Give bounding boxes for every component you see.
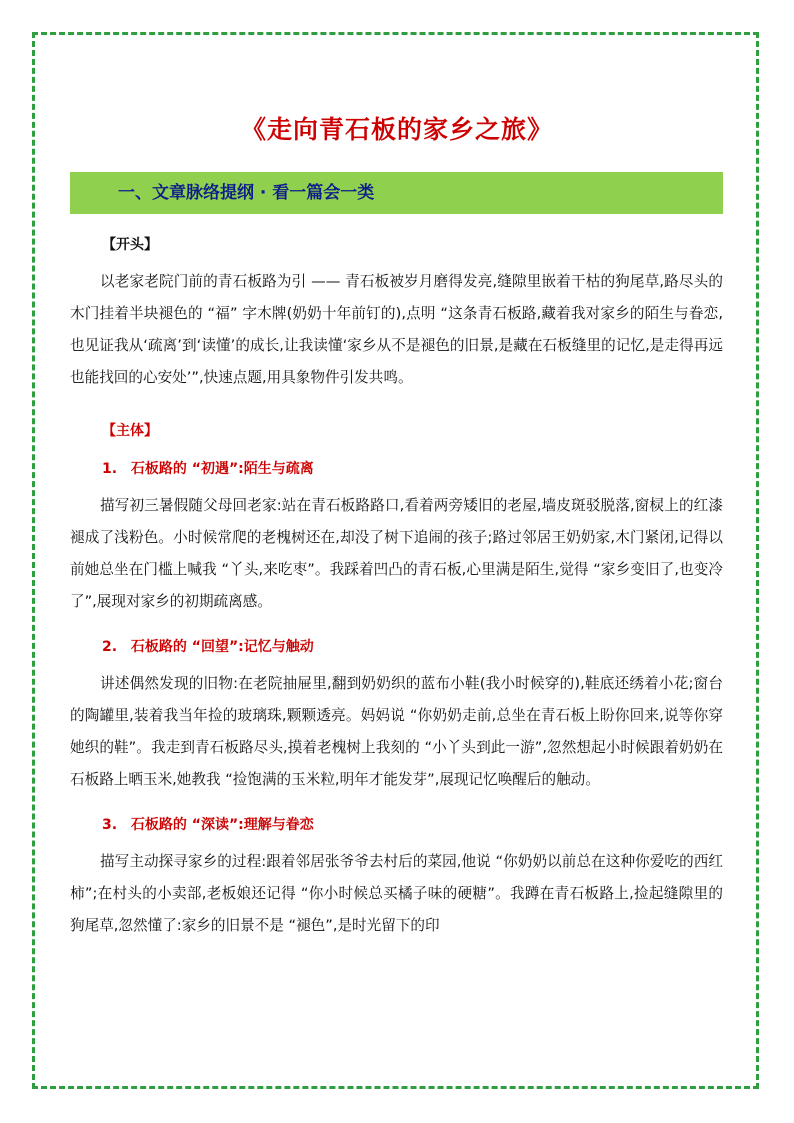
section-paragraph-1: 描写初三暑假随父母回老家:站在青石板路路口,看着两旁矮旧的老屋,墙皮斑驳脱落,窗棂上的红漆褪成了浅粉色。小时候常爬的老槐树还在,却没了树下追闹的孩子;路过邻居王奶奶家,木门紧闭,记得以前她总坐在门槛上喊我 “丫头,来吃枣”。我踩着凹凸的青石板,心里满是陌生,觉得 “家乡变旧了,也变冷了”,展现对家乡的初期疏离感。 [70,497,723,610]
opening-tag: 【开头】 [102,237,158,253]
section-paragraph-2: 讲述偶然发现的旧物:在老院抽屉里,翻到奶奶织的蓝布小鞋(我小时候穿的),鞋底还绣着小花;窗台的陶罐里,装着我当年捡的玻璃珠,颗颗透亮。妈妈说 “你奶奶走前,总坐在青石板上盼你回来,说等你穿她织的鞋”。我走到青石板路尽头,摸着老槐树上我刻的 “小丫头到此一游”,忽然想起小时候跟着奶奶在石板路上晒玉米,她教我 “捡饱满的玉米粒,明年才能发芽”,展现记忆唤醒后的触动。 [70,675,723,788]
section-heading-2 [102,636,723,656]
opening-paragraph: 以老家老院门前的青石板路为引 —— 青石板被岁月磨得发亮,缝隙里嵌着干枯的狗尾草,路尽头的木门挂着半块褪色的 “福” 字木牌(奶奶十年前钉的),点明 “这条青石板路,藏着我对家乡的陌生与眷恋,也见证我从‘疏离’到‘读懂’的成长,让我读懂‘家乡从不是褪色的旧景,是藏在石板缝里的记忆,是走得再远也能找回的心安处’”,快速点题,用具象物件引发共鸣。 [70,273,723,386]
page-title: 《走向青石板的家乡之旅》 [240,115,553,144]
document-content [70,234,723,942]
section-number: 2. [102,639,118,655]
section-banner: 一、文章脉络提纲 · 看一篇会一类 [70,172,723,214]
section-heading-text: 石板路的 “回望”:记忆与触动 [130,639,314,655]
section-heading-1 [102,458,723,478]
body-tag: 【主体】 [102,423,158,439]
section-number: 3. [102,817,118,833]
section-heading-3 [102,814,723,834]
section-number: 1. [102,461,118,477]
section-heading-text: 石板路的 “初遇”:陌生与疏离 [130,461,314,477]
section-paragraph-3: 描写主动探寻家乡的过程:跟着邻居张爷爷去村后的菜园,他说 “你奶奶以前总在这种你爱吃的西红柿”;在村头的小卖部,老板娘还记得 “你小时候总买橘子味的硬糖”。我蹲在青石板路上,捡起缝隙里的狗尾草,忽然懂了:家乡的旧景不是 “褪色”,是时光留下的印 [70,853,723,934]
section-heading-text: 石板路的 “深读”:理解与眷恋 [130,817,314,833]
